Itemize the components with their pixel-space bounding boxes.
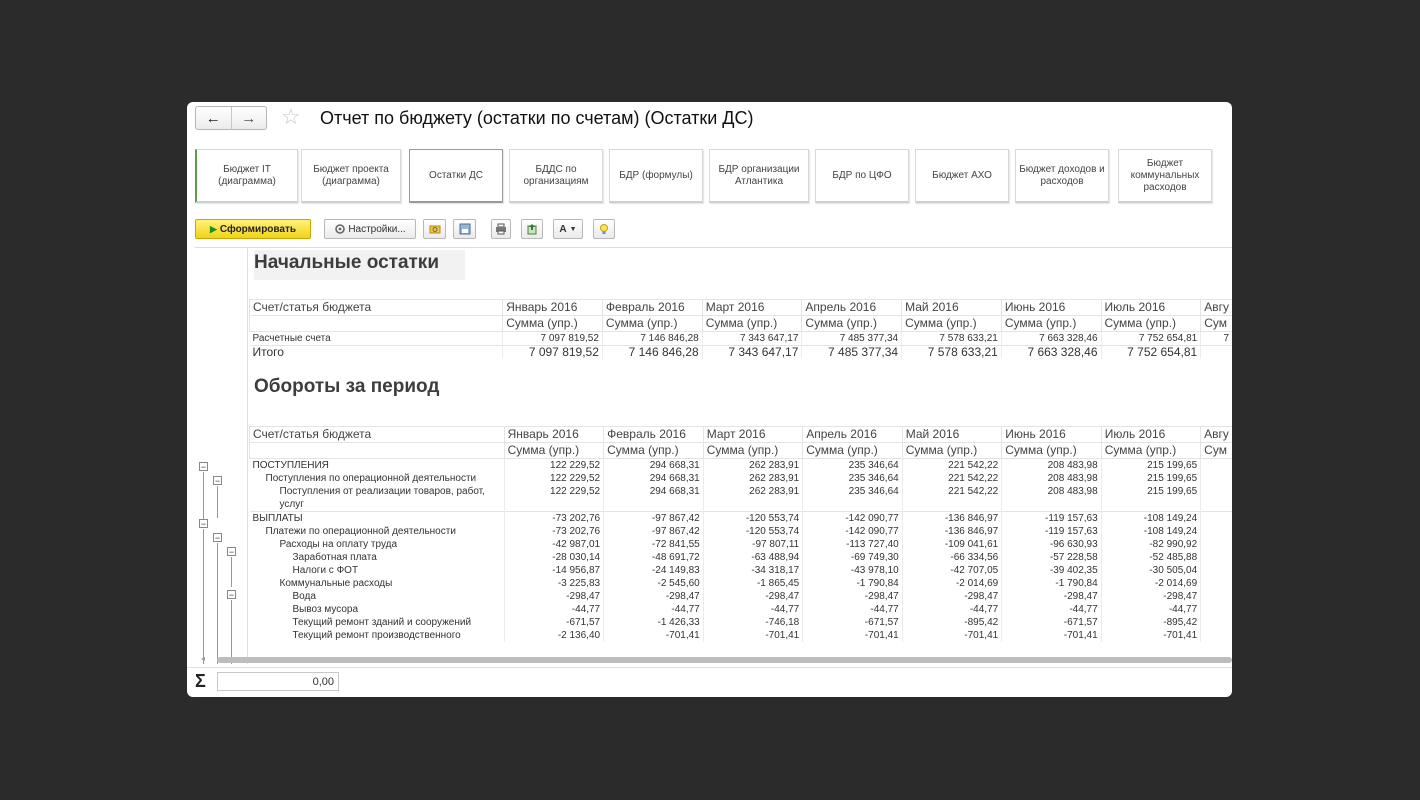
cell: -73 202,76 bbox=[504, 512, 603, 526]
table-row[interactable] bbox=[250, 512, 1233, 526]
table-row[interactable] bbox=[250, 564, 1233, 577]
forward-arrow-icon[interactable]: → bbox=[241, 109, 257, 127]
column-subheader: Сум bbox=[1201, 316, 1232, 332]
cell: -97 807,11 bbox=[703, 538, 802, 551]
cell bbox=[1201, 616, 1232, 629]
cell: -298,47 bbox=[902, 590, 1001, 603]
header-row bbox=[250, 427, 1233, 443]
column-header: Июнь 2016 bbox=[1002, 427, 1101, 443]
row-label-continuation: услуг bbox=[279, 499, 304, 510]
row-label: Расчетные счета bbox=[250, 332, 503, 346]
cell: -34 318,17 bbox=[703, 564, 802, 577]
collapse-toggle[interactable]: − bbox=[228, 547, 235, 557]
total-row[interactable] bbox=[250, 346, 1233, 360]
column-header: Март 2016 bbox=[702, 300, 802, 316]
cell: -701,41 bbox=[902, 629, 1001, 642]
column-header: Февраль 2016 bbox=[604, 427, 704, 443]
cell: -28 030,14 bbox=[504, 551, 603, 564]
favorite-star-icon[interactable]: ☆ bbox=[281, 104, 301, 129]
opening-balances-table bbox=[249, 299, 1232, 359]
cell: 262 283,91 bbox=[703, 472, 802, 485]
row-label: Поступления от реализации товаров, работ, bbox=[279, 486, 485, 497]
cell: -1 790,84 bbox=[803, 577, 902, 590]
report-spreadsheet[interactable] bbox=[195, 247, 1232, 664]
row-label: Платежи по операционной деятельности bbox=[265, 526, 456, 537]
cell: -39 402,35 bbox=[1002, 564, 1101, 577]
cell bbox=[1201, 577, 1232, 590]
row-label: Поступления по операционной деятельности bbox=[265, 473, 477, 484]
empty-cell bbox=[250, 443, 505, 459]
cell bbox=[1201, 590, 1232, 603]
cell: -96 630,93 bbox=[1002, 538, 1101, 551]
cell: -48 691,72 bbox=[604, 551, 704, 564]
back-arrow-icon[interactable]: ← bbox=[196, 107, 232, 129]
tab-label: Бюджет доходов и расходов bbox=[1019, 163, 1105, 187]
table-row[interactable] bbox=[250, 485, 1233, 498]
cell: -57 228,58 bbox=[1002, 551, 1101, 564]
column-subheader: Сумма (упр.) bbox=[902, 316, 1002, 332]
row-label: Коммунальные расходы bbox=[279, 578, 393, 589]
cell: -671,57 bbox=[1002, 616, 1101, 629]
cell: 215 199,65 bbox=[1101, 485, 1200, 498]
tab-bdds-orgs[interactable] bbox=[509, 149, 603, 203]
cell: -24 149,83 bbox=[604, 564, 704, 577]
header-row bbox=[250, 300, 1233, 316]
cell: -44,77 bbox=[1002, 603, 1101, 616]
cell bbox=[703, 498, 802, 512]
cell bbox=[1201, 485, 1232, 498]
tab-bdr-formulas[interactable] bbox=[609, 149, 703, 203]
cell: 294 668,31 bbox=[604, 459, 704, 473]
cell: 7 578 633,21 bbox=[902, 332, 1002, 346]
cell: 208 483,98 bbox=[1002, 472, 1101, 485]
cell: 262 283,91 bbox=[703, 459, 802, 473]
cell: -97 867,42 bbox=[604, 512, 704, 526]
tab-cash-balances[interactable] bbox=[409, 149, 503, 203]
cell: -1 790,84 bbox=[1002, 577, 1101, 590]
column-subheader: Сумма (упр.) bbox=[1001, 316, 1101, 332]
column-header: Июль 2016 bbox=[1101, 300, 1201, 316]
cell: 7 343 647,17 bbox=[702, 346, 802, 360]
column-subheader: Сумма (упр.) bbox=[1101, 316, 1201, 332]
section-title-turnover: Обороты за период bbox=[254, 376, 440, 397]
cell: -1 865,45 bbox=[703, 577, 802, 590]
cell: 215 199,65 bbox=[1101, 472, 1200, 485]
printer-icon bbox=[495, 223, 507, 235]
table-row[interactable] bbox=[250, 525, 1233, 538]
tab-label: Бюджет АХО bbox=[932, 169, 992, 181]
table-row[interactable] bbox=[250, 616, 1233, 629]
column-subheader: Сумма (упр.) bbox=[503, 316, 603, 332]
tree-line bbox=[231, 557, 232, 587]
tab-income-expense-budget[interactable] bbox=[1015, 149, 1109, 203]
cell: -52 485,88 bbox=[1101, 551, 1200, 564]
cell: 7 343 647,17 bbox=[702, 332, 802, 346]
cell bbox=[1201, 525, 1232, 538]
lightbulb-icon bbox=[598, 223, 610, 235]
cell: -671,57 bbox=[803, 616, 902, 629]
table-row[interactable] bbox=[250, 332, 1233, 346]
cell: -120 553,74 bbox=[703, 525, 802, 538]
column-header: Февраль 2016 bbox=[602, 300, 702, 316]
report-window bbox=[187, 102, 1232, 697]
column-subheader: Сумма (упр.) bbox=[604, 443, 704, 459]
cell: -72 841,55 bbox=[604, 538, 704, 551]
cell: -97 867,42 bbox=[604, 525, 704, 538]
table-row[interactable] bbox=[250, 603, 1233, 616]
collapse-toggle[interactable]: − bbox=[200, 462, 207, 472]
cell: -42 707,05 bbox=[902, 564, 1001, 577]
cell: -895,42 bbox=[902, 616, 1001, 629]
column-header: Авгу bbox=[1201, 300, 1232, 316]
cell bbox=[1101, 498, 1200, 512]
column-subheader: Сумма (упр.) bbox=[504, 443, 603, 459]
cell: -108 149,24 bbox=[1101, 512, 1200, 526]
report-variant-tabs bbox=[195, 149, 1232, 205]
column-header: Март 2016 bbox=[703, 427, 802, 443]
tree-line bbox=[217, 543, 218, 664]
cell: 7 752 654,81 bbox=[1101, 332, 1201, 346]
row-label: Текущий ремонт зданий и сооружений bbox=[292, 617, 472, 628]
tab-budget-it[interactable] bbox=[195, 149, 298, 203]
title-bar bbox=[187, 102, 1232, 136]
report-toolbar bbox=[195, 219, 1225, 241]
settings-label: Настройки... bbox=[348, 223, 406, 235]
cell: 262 283,91 bbox=[703, 485, 802, 498]
column-header: Июнь 2016 bbox=[1001, 300, 1101, 316]
cell: 7 146 846,28 bbox=[602, 346, 702, 360]
cell bbox=[1201, 538, 1232, 551]
cell: 294 668,31 bbox=[604, 472, 704, 485]
column-header: Авгу bbox=[1201, 427, 1232, 443]
cell: -109 041,61 bbox=[902, 538, 1001, 551]
cell: 235 346,64 bbox=[803, 485, 902, 498]
column-subheader: Сумма (упр.) bbox=[803, 443, 902, 459]
cell: 7 578 633,21 bbox=[902, 346, 1002, 360]
subheader-row bbox=[250, 443, 1233, 459]
cell: 7 097 819,52 bbox=[503, 332, 603, 346]
section-title-opening: Начальные остатки bbox=[254, 250, 465, 280]
cell: -746,18 bbox=[703, 616, 802, 629]
collapse-toggle[interactable]: − bbox=[214, 533, 221, 543]
cell: -119 157,63 bbox=[1002, 525, 1101, 538]
column-subheader: Сумма (упр.) bbox=[802, 316, 902, 332]
cell: -142 090,77 bbox=[803, 512, 902, 526]
sigma-icon: Σ bbox=[195, 671, 206, 691]
cell: -44,77 bbox=[604, 603, 704, 616]
table-row[interactable] bbox=[250, 590, 1233, 603]
cell: 7 485 377,34 bbox=[802, 332, 902, 346]
table-row[interactable] bbox=[250, 538, 1233, 551]
column-header: Январь 2016 bbox=[503, 300, 603, 316]
chevron-down-icon: ▼ bbox=[569, 225, 577, 233]
cell: -298,47 bbox=[803, 590, 902, 603]
tab-label: Остатки ДС bbox=[429, 169, 483, 181]
column-subheader: Сумма (упр.) bbox=[1101, 443, 1200, 459]
row-label: Вывоз мусора bbox=[292, 604, 359, 615]
cell bbox=[803, 498, 902, 512]
cell: -42 987,01 bbox=[504, 538, 603, 551]
cell: 7 485 377,34 bbox=[802, 346, 902, 360]
cell bbox=[504, 498, 603, 512]
summary-bar bbox=[187, 667, 1232, 697]
cell: -136 846,97 bbox=[902, 512, 1001, 526]
column-header: Июль 2016 bbox=[1101, 427, 1200, 443]
window-title: Отчет по бюджету (остатки по счетам) (Остатки ДС) bbox=[320, 108, 754, 128]
cell: 235 346,64 bbox=[803, 472, 902, 485]
tree-line bbox=[231, 600, 232, 664]
cell: -701,41 bbox=[803, 629, 902, 642]
cell: 122 229,52 bbox=[504, 485, 603, 498]
cell: -298,47 bbox=[504, 590, 603, 603]
column-header: Счет/статья бюджета bbox=[250, 427, 505, 443]
table-row[interactable] bbox=[250, 459, 1233, 473]
cell: -298,47 bbox=[604, 590, 704, 603]
cell: -701,41 bbox=[1002, 629, 1101, 642]
cell bbox=[1201, 603, 1232, 616]
cell bbox=[1201, 629, 1232, 642]
cell bbox=[902, 498, 1001, 512]
cell: -701,41 bbox=[1101, 629, 1200, 642]
cell bbox=[1201, 472, 1232, 485]
table-row[interactable] bbox=[250, 629, 1233, 642]
cell bbox=[1201, 346, 1232, 360]
tree-line bbox=[203, 529, 204, 664]
cell: -63 488,94 bbox=[703, 551, 802, 564]
cell: 221 542,22 bbox=[902, 472, 1001, 485]
cell: -142 090,77 bbox=[803, 525, 902, 538]
column-subheader: Сумма (упр.) bbox=[902, 443, 1001, 459]
tab-label: Бюджет коммунальных расходов bbox=[1130, 157, 1200, 193]
cell: 221 542,22 bbox=[902, 485, 1001, 498]
column-header: Май 2016 bbox=[902, 427, 1001, 443]
cell: 235 346,64 bbox=[803, 459, 902, 473]
cell: -120 553,74 bbox=[703, 512, 802, 526]
cell: -108 149,24 bbox=[1101, 525, 1200, 538]
tab-label: Бюджет IT (диаграмма) bbox=[218, 163, 276, 187]
row-label: Налоги с ФОТ bbox=[292, 565, 359, 576]
cell: -701,41 bbox=[703, 629, 802, 642]
table-row[interactable] bbox=[250, 577, 1233, 590]
cell bbox=[1002, 498, 1101, 512]
cell: -895,42 bbox=[1101, 616, 1200, 629]
collapse-toggle[interactable]: − bbox=[228, 590, 235, 600]
export-icon bbox=[526, 223, 538, 235]
cell: -43 978,10 bbox=[803, 564, 902, 577]
cell: -2 545,60 bbox=[604, 577, 704, 590]
cell: 7 146 846,28 bbox=[602, 332, 702, 346]
cell: -136 846,97 bbox=[902, 525, 1001, 538]
cell: -2 014,69 bbox=[1101, 577, 1200, 590]
cell bbox=[604, 498, 704, 512]
tree-line bbox=[203, 472, 204, 520]
cell: -44,77 bbox=[703, 603, 802, 616]
tab-utility-budget[interactable] bbox=[1118, 149, 1212, 203]
column-subheader: Сумма (упр.) bbox=[602, 316, 702, 332]
cell: 7 752 654,81 bbox=[1101, 346, 1201, 360]
column-subheader: Сумма (упр.) bbox=[702, 316, 802, 332]
cell: -69 749,30 bbox=[803, 551, 902, 564]
table-row[interactable] bbox=[250, 551, 1233, 564]
tab-label: БДР (формулы) bbox=[619, 169, 693, 181]
selection-sum-field[interactable]: 0,00 bbox=[217, 672, 339, 691]
collapse-toggle[interactable]: − bbox=[200, 519, 207, 529]
column-header: Январь 2016 bbox=[504, 427, 603, 443]
cell: -298,47 bbox=[703, 590, 802, 603]
row-label: Вода bbox=[292, 591, 316, 602]
cell: 215 199,65 bbox=[1101, 459, 1200, 473]
tab-project-budget[interactable] bbox=[301, 149, 401, 203]
tab-bdr-atlantika[interactable] bbox=[709, 149, 809, 203]
row-label: Текущий ремонт производственного bbox=[292, 630, 461, 641]
cell: -701,41 bbox=[604, 629, 704, 642]
column-header: Май 2016 bbox=[902, 300, 1002, 316]
cell: 221 542,22 bbox=[902, 459, 1001, 473]
tree-line bbox=[217, 486, 218, 518]
cell: 208 483,98 bbox=[1002, 485, 1101, 498]
cell: -30 505,04 bbox=[1101, 564, 1200, 577]
export-button[interactable] bbox=[521, 219, 543, 239]
subheader-row bbox=[250, 316, 1233, 332]
folder-open-icon bbox=[429, 223, 441, 235]
column-header: Апрель 2016 bbox=[802, 300, 902, 316]
settings-button[interactable] bbox=[324, 219, 416, 239]
row-label: Заработная плата bbox=[292, 552, 377, 563]
cell: 7 bbox=[1201, 332, 1232, 346]
cell: -298,47 bbox=[1101, 590, 1200, 603]
cell: 7 663 328,46 bbox=[1001, 346, 1101, 360]
row-label: Расходы на оплату труда bbox=[279, 539, 398, 550]
cell: -119 157,63 bbox=[1002, 512, 1101, 526]
column-header: Апрель 2016 bbox=[803, 427, 902, 443]
font-size-dropdown[interactable] bbox=[553, 219, 583, 239]
nav-buttons bbox=[195, 106, 267, 130]
cell bbox=[1201, 498, 1232, 512]
table-row-continuation[interactable] bbox=[250, 498, 1233, 512]
horizontal-scrollbar[interactable] bbox=[217, 657, 1232, 663]
cell bbox=[1201, 564, 1232, 577]
cell bbox=[1201, 459, 1232, 473]
hint-button[interactable] bbox=[593, 219, 615, 239]
cell: -44,77 bbox=[504, 603, 603, 616]
font-style-icon: A bbox=[559, 223, 567, 235]
collapse-toggle[interactable]: − bbox=[214, 476, 221, 486]
play-icon: ▶ bbox=[209, 223, 217, 234]
cell bbox=[1201, 512, 1232, 526]
row-label: ПОСТУПЛЕНИЯ bbox=[250, 459, 505, 473]
cell bbox=[1201, 551, 1232, 564]
cell: -2 014,69 bbox=[902, 577, 1001, 590]
cell: -73 202,76 bbox=[504, 525, 603, 538]
cell: 294 668,31 bbox=[604, 485, 704, 498]
cell: -3 225,83 bbox=[504, 577, 603, 590]
row-label: ВЫПЛАТЫ bbox=[250, 512, 505, 526]
cell: -2 136,40 bbox=[504, 629, 603, 642]
tab-label: БДР по ЦФО bbox=[832, 169, 892, 181]
save-disk-icon bbox=[459, 223, 471, 235]
row-label: Итого bbox=[250, 346, 503, 360]
cell: -113 727,40 bbox=[803, 538, 902, 551]
column-subheader: Сумма (упр.) bbox=[703, 443, 802, 459]
generate-button[interactable] bbox=[195, 219, 311, 239]
scroll-left-arrow-icon[interactable]: ◂ bbox=[201, 654, 206, 663]
settings-gear-icon bbox=[334, 223, 346, 235]
turnover-table bbox=[249, 426, 1232, 642]
save-settings-button[interactable] bbox=[453, 219, 476, 239]
cell: -671,57 bbox=[504, 616, 603, 629]
cell: -66 334,56 bbox=[902, 551, 1001, 564]
tab-label: БДДС по организациям bbox=[523, 163, 589, 187]
cell: 7 663 328,46 bbox=[1001, 332, 1101, 346]
cell: 122 229,52 bbox=[504, 459, 603, 473]
cell: -44,77 bbox=[803, 603, 902, 616]
column-subheader: Сумма (упр.) bbox=[1002, 443, 1101, 459]
cell: -1 426,33 bbox=[604, 616, 704, 629]
generate-label: Сформировать bbox=[219, 223, 297, 235]
cell: 7 097 819,52 bbox=[503, 346, 603, 360]
print-button[interactable] bbox=[491, 219, 511, 239]
tab-label: БДР организации Атлантика bbox=[718, 163, 800, 187]
cell: -44,77 bbox=[902, 603, 1001, 616]
column-header: Счет/статья бюджета bbox=[250, 300, 503, 316]
cell: -82 990,92 bbox=[1101, 538, 1200, 551]
cell: 122 229,52 bbox=[504, 472, 603, 485]
empty-cell bbox=[250, 316, 503, 332]
tab-label: Бюджет проекта (диаграмма) bbox=[313, 163, 389, 187]
cell: 208 483,98 bbox=[1002, 459, 1101, 473]
cell: -298,47 bbox=[1002, 590, 1101, 603]
tab-budget-aho[interactable] bbox=[915, 149, 1009, 203]
table-row[interactable] bbox=[250, 472, 1233, 485]
tab-bdr-cfo[interactable] bbox=[815, 149, 909, 203]
cell: -44,77 bbox=[1101, 603, 1200, 616]
load-settings-button[interactable] bbox=[423, 219, 446, 239]
cell: -14 956,87 bbox=[504, 564, 603, 577]
column-subheader: Сум bbox=[1201, 443, 1232, 459]
